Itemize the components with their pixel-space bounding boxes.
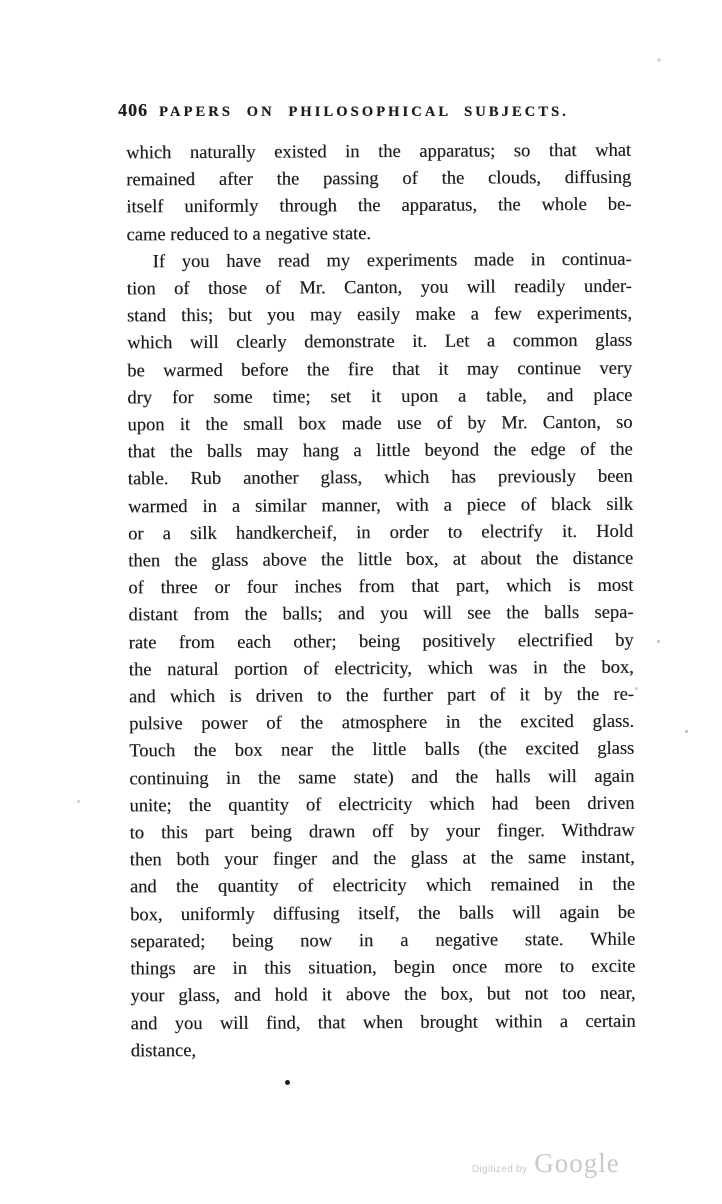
page-body (126, 138, 636, 1066)
text-line: pulsive power of the atmosphere in the excited glass. (129, 711, 635, 735)
text-line: then both your finger and the glass at the same instant, (129, 847, 635, 871)
paragraph-1 (126, 138, 632, 249)
running-title: PAPERS ON PHILOSOPHICAL SUBJECTS. (159, 104, 569, 120)
scan-speck (657, 58, 661, 62)
text-line: be warmed before the fire that it may continue very (127, 358, 633, 381)
page-header (118, 100, 638, 121)
text-line: that the balls may hang a little beyond the edge of the (127, 439, 633, 463)
text-line: stand this; but you may easily make a few experiments, (126, 303, 632, 327)
text-line: your glass, and hold it above the box, but not too near, (130, 983, 636, 1007)
scan-speck (635, 687, 638, 690)
text-line: of three or four inches from that part, which is most (128, 575, 634, 599)
text-line: box, uniformly diffusing itself, the balls will again be (130, 902, 636, 925)
text-line: the natural portion of electricity, which was in the box, (128, 657, 634, 681)
text-line: and which is driven to the further part of it by the re- (128, 684, 634, 708)
text-line: which will clearly demonstrate it. Let a common glass (127, 331, 633, 354)
text-line: and you will find, that when brought within a certain (130, 1011, 636, 1034)
text-line: upon it the small box made use of by Mr. Canton, so (127, 412, 633, 436)
text-line: separated; being now in a negative state. While (130, 929, 636, 953)
text-line: things are in this situation, begin once more to excite (130, 956, 636, 980)
scan-speck (685, 730, 688, 733)
text-line: distant from the balls; and you will see the balls sepa- (128, 603, 634, 626)
text-line: itself uniformly through the apparatus, the whole be- (126, 195, 632, 218)
text-line: continuing in the same state) and the halls will again (129, 766, 635, 789)
digitized-by-label: Digitized by (472, 1164, 528, 1175)
text-line: or a silk handkercheif, in order to electrify it. Hold (128, 521, 634, 545)
scan-speck (657, 640, 660, 643)
catchword: distance, (130, 1040, 197, 1062)
scan-speck (77, 800, 80, 803)
text-line: and the quantity of electricity which remained in the (129, 875, 635, 898)
page-number: 406 (118, 100, 148, 120)
paragraph-2 (127, 246, 636, 1038)
text-line: unite; the quantity of electricity which had been driven (129, 793, 635, 817)
text-line: then the glass above the little box, at about the distance (128, 548, 634, 572)
text-line: which naturally existed in the apparatus; so that what (126, 140, 632, 164)
ink-dot-artifact (285, 1080, 290, 1085)
text-line: warmed in a similar manner, with a piece of black silk (127, 494, 633, 517)
text-line: remained after the passing of the clouds, diffusing (126, 167, 632, 191)
text-line: If you have read my experiments made in continua- (152, 249, 632, 272)
text-line: tion of those of Mr. Canton, you will readily under- (126, 276, 632, 300)
text-line: to this part being drawn off by your finger. Withdraw (129, 820, 635, 844)
text-line: dry for some time; set it upon a table, and place (127, 385, 633, 409)
text-line: came reduced to a negative state. (126, 223, 372, 245)
google-logo: Google (534, 1148, 620, 1178)
text-line: rate from each other; being positively electrified by (128, 630, 634, 653)
google-watermark (472, 1148, 620, 1179)
text-line: table. Rub another glass, which has previously been (127, 467, 633, 490)
text-line: Touch the box near the little balls (the excited glass (129, 739, 635, 762)
